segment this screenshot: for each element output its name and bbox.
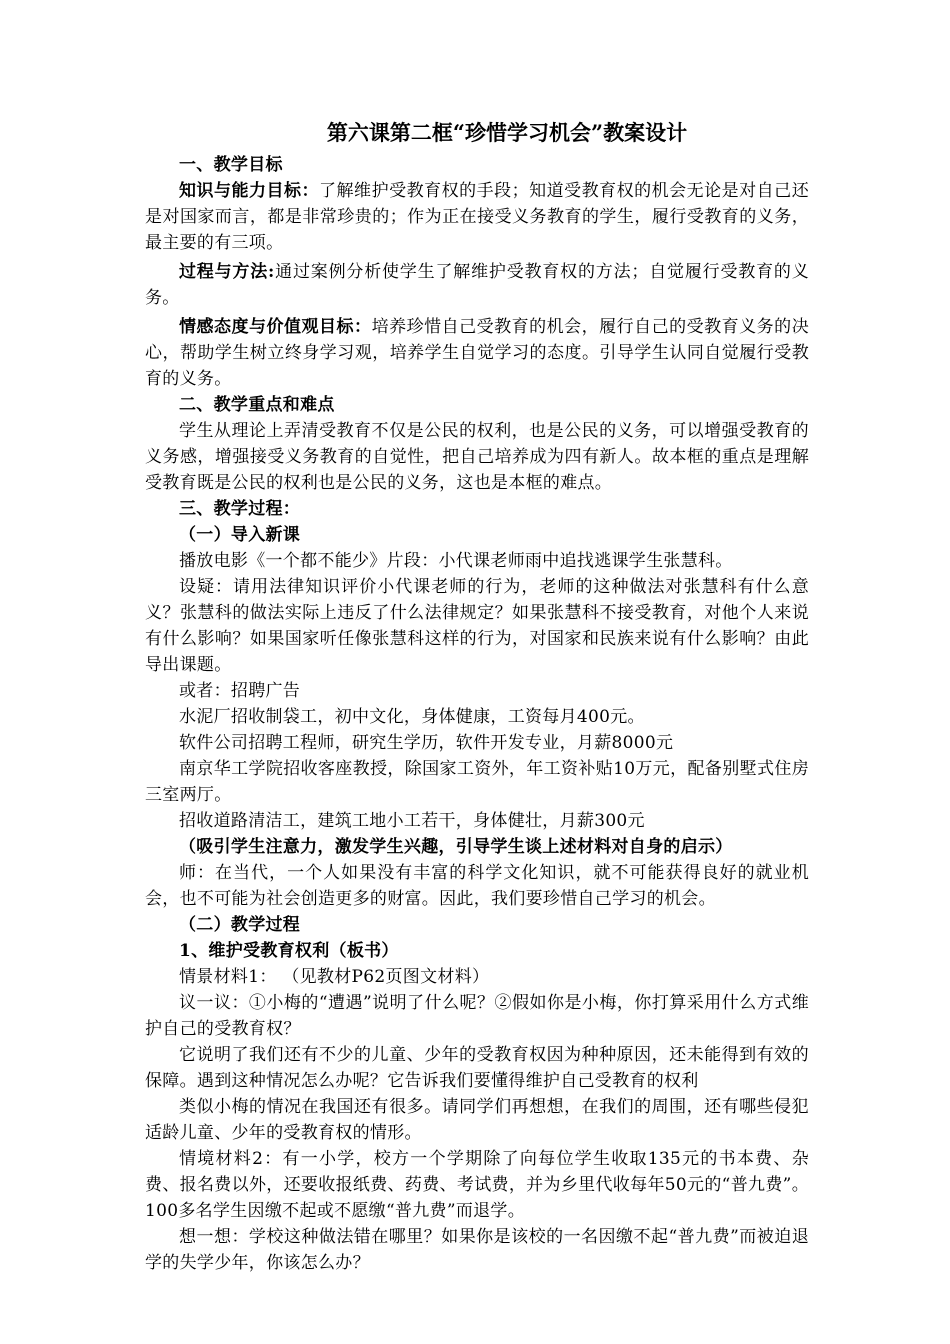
- paragraph-material-2: 情境材料2：有一小学，校方一个学期除了向每位学生收取135元的书本费、杂费、报名费以外，还要收报纸费、药费、考试费，并为乡里代收每年50元的“普九费”。100多名学生因缴不起或不愿缴“普九费”而退学。: [145, 1149, 809, 1221]
- section-heading-goals: 一、教学目标: [179, 155, 283, 175]
- paragraph-think: 想一想：学校这种做法错在哪里？如果你是该校的一名因缴不起“普九费”而被迫退学的失学少年，你该怎么办？: [145, 1227, 809, 1273]
- paragraph-question: 设疑：请用法律知识评价小代课老师的行为，老师的这种做法对张慧科有什么意义？张慧科的做法实际上违反了什么法律规定？如果张慧科不接受教育，对他个人来说有什么影响？如果国家听任像张慧科这样的行为，对国家和民族来说有什么影响？由此导出课题。: [145, 577, 809, 675]
- section-heading-keypoints: 二、教学重点和难点: [179, 395, 335, 415]
- ad-item: 招收道路清洁工，建筑工地小工若干，身体健壮，月薪300元: [179, 811, 645, 831]
- ad-note: （吸引学生注意力，激发学生兴趣，引导学生谈上述材料对自身的启示）: [179, 837, 733, 857]
- goal-attitude: [145, 314, 809, 392]
- document-page: [145, 118, 809, 1276]
- goal-process-label: 过程与方法:: [179, 262, 275, 282]
- goal-attitude-text: 培养珍惜自己受教育的机会，履行自己的受教育义务的决心，帮助学生树立终身学习观，培养学生自觉学习的态度。引导学生认同自觉履行受教育的义务。: [145, 317, 809, 389]
- document-title: 第六课第二框“珍惜学习机会”教案设计: [326, 120, 688, 145]
- paragraph-material-1: 情景材料1： （见教材P62页图文材料）: [179, 967, 490, 987]
- ad-item: 软件公司招聘工程师，研究生学历，软件开发专业，月薪8000元: [179, 733, 674, 753]
- paragraph-teacher: 师：在当代，一个人如果没有丰富的科学文化知识，就不可能获得良好的就业机会，也不可能为社会创造更多的财富。因此，我们要珍惜自己学习的机会。: [145, 863, 809, 909]
- keypoints-text: 学生从理论上弄清受教育不仅是公民的权利，也是公民的义务，可以增强受教育的义务感，增强接受义务教育的自觉性，把自己培养成为四有新人。故本框的重点是理解受教育既是公民的权利也是公民的义务，这也是本框的难点。: [145, 421, 809, 493]
- paragraph-discuss: 议一议：①小梅的“遭遇”说明了什么呢？②假如你是小梅，你打算采用什么方式维护自己的受教育权？: [145, 993, 809, 1039]
- goal-process-text: 通过案例分析使学生了解维护受教育权的方法；自觉履行受教育的义务。: [145, 262, 810, 308]
- goal-knowledge-text: 了解维护受教育权的手段；知道受教育权的机会无论是对自己还是对国家而言，都是非常珍贵的；作为正在接受义务教育的学生，履行受教育的义务，最主要的有三项。: [145, 181, 809, 253]
- paragraph-similar: 类似小梅的情况在我国还有很多。请同学们再想想，在我们的周围，还有哪些侵犯适龄儿童、少年的受教育权的情形。: [145, 1097, 809, 1143]
- goal-process: [145, 259, 809, 311]
- paragraph-or: 或者：招聘广告: [179, 681, 301, 701]
- ad-item: 南京华工学院招收客座教授，除国家工资外，年工资补贴10万元，配备别墅式住房三室两厅。: [145, 759, 809, 805]
- subheading-rights: 1、维护受教育权利（板书）: [179, 941, 399, 961]
- goal-attitude-label: 情感态度与价值观目标：: [179, 317, 372, 337]
- paragraph-movie: 播放电影《一个都不能少》片段：小代课老师雨中追找逃课学生张慧科。: [179, 551, 733, 571]
- goal-knowledge: [145, 178, 809, 256]
- section-heading-process: 三、教学过程：: [179, 499, 301, 519]
- paragraph-explain: 它说明了我们还有不少的儿童、少年的受教育权因为种种原因，还未能得到有效的保障。遇到这种情况怎么办呢？它告诉我们要懂得维护自己受教育的权利: [145, 1045, 809, 1091]
- subheading-intro: （一）导入新课: [179, 525, 301, 545]
- goal-knowledge-label: 知识与能力目标：: [179, 181, 320, 201]
- subheading-process: （二）教学过程: [179, 915, 301, 935]
- ad-item: 水泥厂招收制袋工，初中文化，身体健康，工资每月400元。: [179, 707, 645, 727]
